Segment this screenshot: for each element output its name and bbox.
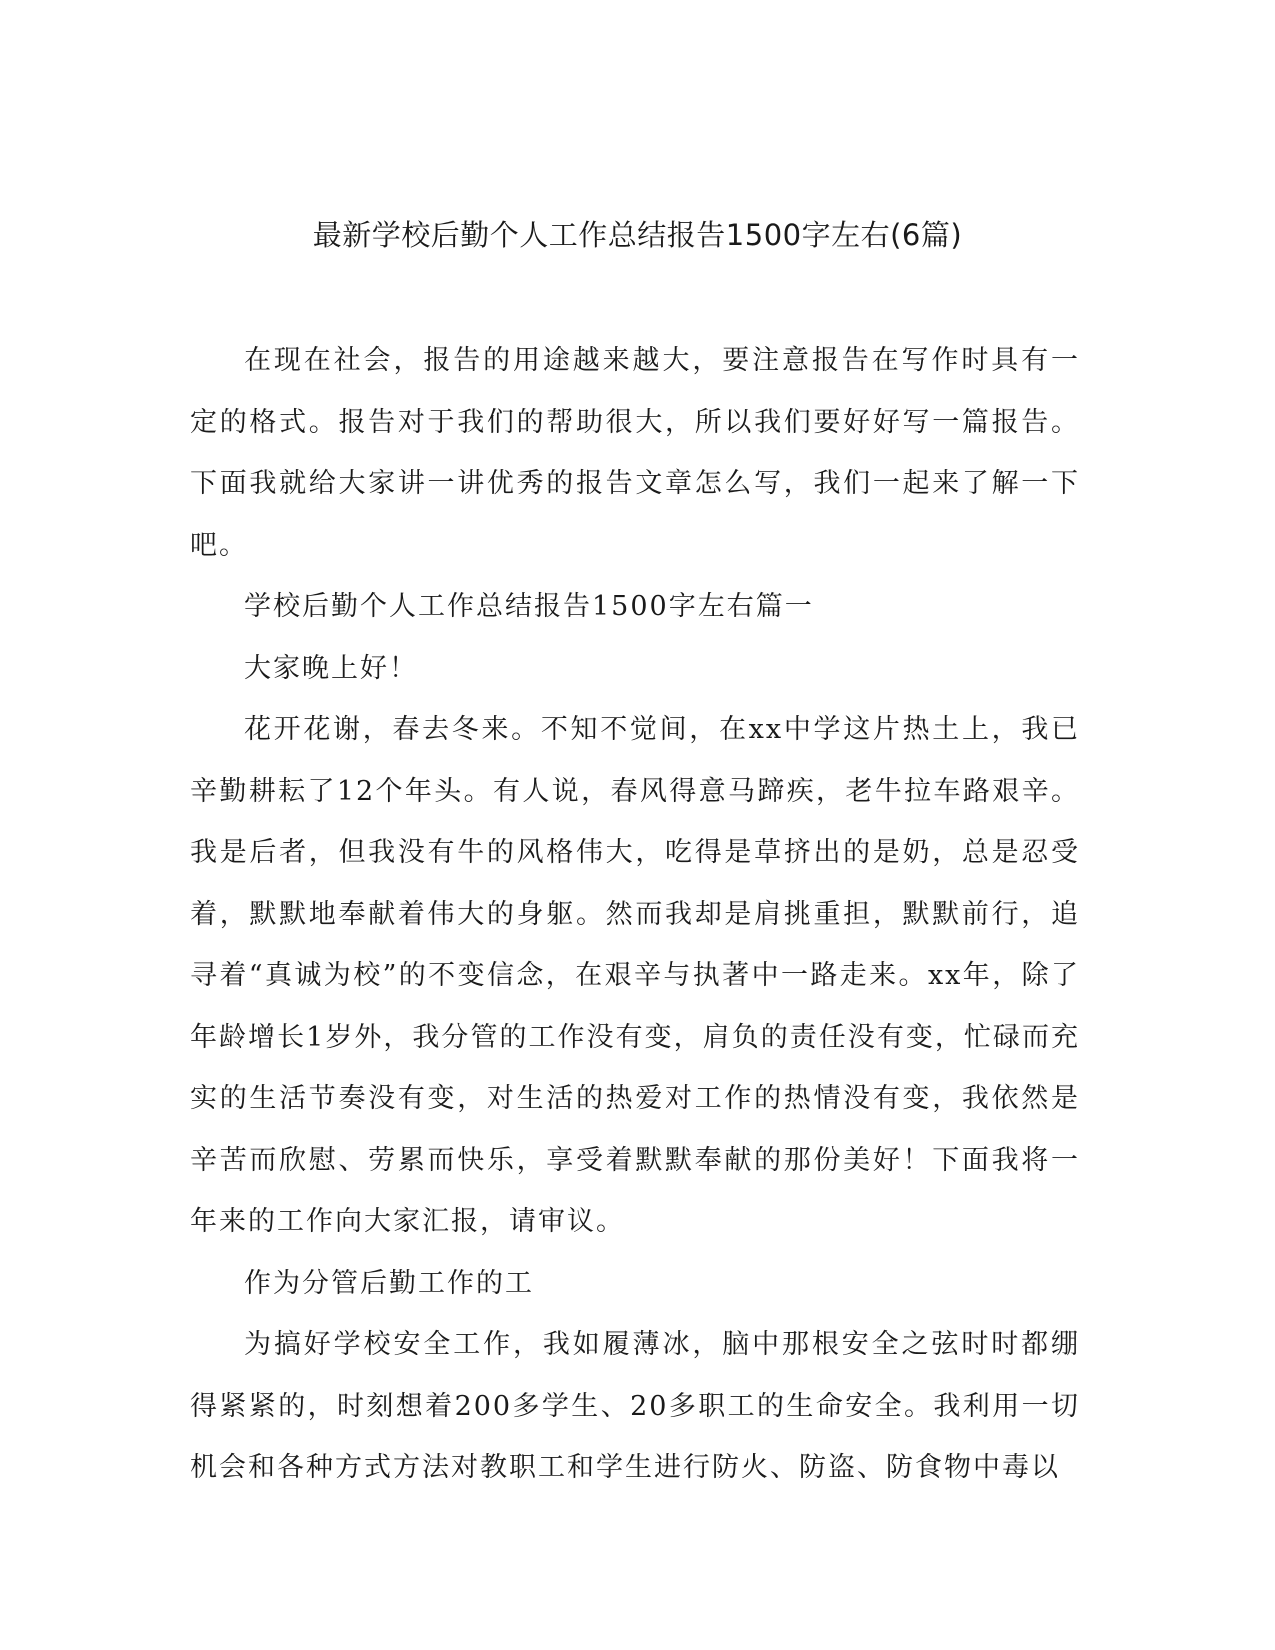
body-paragraph: 花开花谢，春去冬来。不知不觉间，在xx中学这片热土上，我已辛勤耕耘了12个年头。有人说，春风得意马蹄疾，老牛拉车路艰辛。我是后者，但我没有牛的风格伟大，吃得是草挤出的是奶，总是忍受着，默默地奉献着伟大的身躯。然而我却是肩挑重担，默默前行，追寻着“真诚为校”的不变信念，在艰辛与执著中一路走来。xx年，除了年龄增长1岁外，我分管的工作没有变，肩负的责任没有变，忙碌而充实的生活节奏没有变，对生活的热爱对工作的热情没有变，我依然是辛苦而欣慰、劳累而快乐，享受着默默奉献的那份美好！下面我将一年来的工作向大家汇报，请审议。 bbox=[190, 714, 1080, 1237]
document-body bbox=[190, 330, 1080, 1499]
document-title: 最新学校后勤个人工作总结报告1500字左右(6篇) bbox=[312, 218, 963, 252]
greeting-paragraph: 大家晚上好！ bbox=[244, 652, 418, 684]
intro-paragraph: 在现在社会，报告的用途越来越大，要注意报告在写作时具有一定的格式。报告对于我们的帮助很大，所以我们要好好写一篇报告。下面我就给大家讲一讲优秀的报告文章怎么写，我们一起来了解一下吧。 bbox=[190, 345, 1080, 561]
section-heading: 学校后勤个人工作总结报告1500字左右篇一 bbox=[244, 591, 814, 622]
subsection-heading: 作为分管后勤工作的工 bbox=[244, 1267, 534, 1299]
body-paragraph: 为搞好学校安全工作，我如履薄冰，脑中那根安全之弦时时都绷得紧紧的，时刻想着200多学生、20多职工的生命安全。我利用一切机会和各种方式方法对教职工和学生进行防火、防盗、防食物中毒以 bbox=[190, 1329, 1080, 1483]
